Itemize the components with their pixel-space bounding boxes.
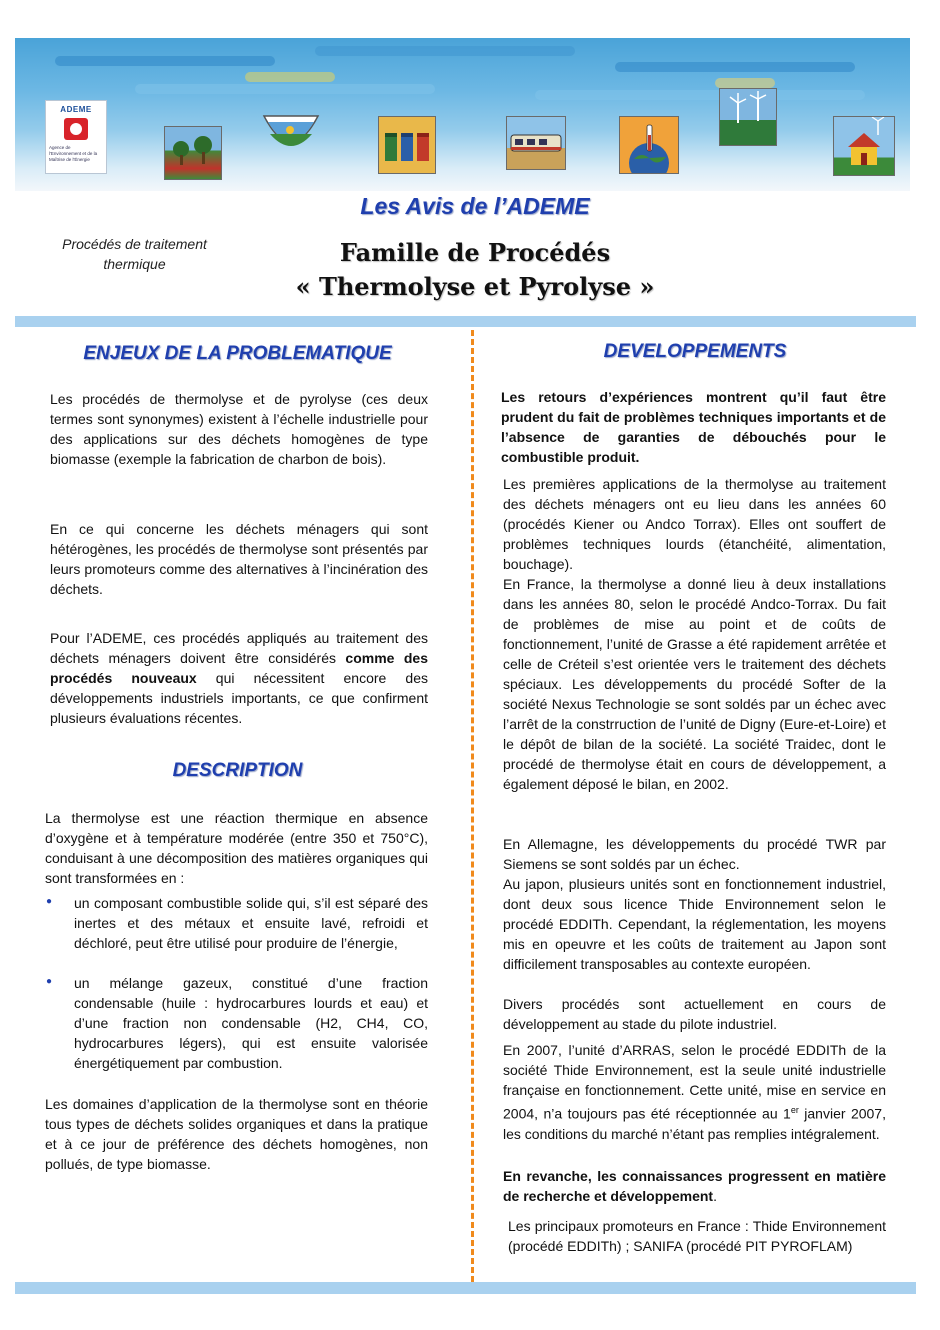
bottom-divider — [15, 1282, 916, 1294]
enjeux-p3-start: Pour l’ADEME, ces procédés appliqués au traitement des déchets ménagers doivent être considérés — [50, 630, 428, 666]
category-line-1: Procédés de traitement — [62, 236, 207, 252]
description-bullet-1: un composant combustible solide qui, s’il est séparé des inertes et des métaux et ensuite lavé, refroidi et déchloré, peut être utilisé pour produire de l’énergie, — [74, 895, 428, 951]
developpements-paragraph-3: En Allemagne, les développements du procédé TWR par Siemens se sont soldés par un échec. — [503, 836, 886, 872]
dev-p7-bold: En revanche, les connaissances progressent en matière de recherche et développement — [503, 1168, 886, 1204]
developpements-paragraph-7 — [503, 1166, 886, 1206]
recycling-bins-illustration-icon — [378, 116, 436, 174]
developpements-paragraph-5: Divers procédés sont actuellement en cours de développement au stade du pilote industriel. — [503, 996, 886, 1032]
title-line-1: Famille de Procédés — [339, 238, 611, 267]
dev-p7-end: . — [713, 1188, 717, 1204]
dev-p6-sup: er — [790, 1105, 799, 1115]
ademe-logo — [45, 100, 107, 174]
train-illustration-icon — [506, 116, 566, 170]
bullet-icon: ● — [46, 896, 53, 907]
top-divider — [15, 316, 916, 327]
logo-word: ADEME — [60, 105, 92, 114]
description-bullet-2: un mélange gazeux, constitué d’une fraction condensable (huile : hydrocarbures lourds et eau) et d’une fraction non condensable (H2, CH4, CO, hydrocarbures légers), qui est ensuite valorisée énergétiquement par combustion. — [74, 975, 428, 1071]
description-paragraph-1: La thermolyse est une réaction thermique en absence d’oxygène et à température modérée (entre 350 et 750°C), conduisant à une décomposition des matières organiques qui sont transformées en : — [45, 810, 428, 886]
document-title — [240, 236, 710, 304]
wind-turbines-illustration-icon — [719, 88, 777, 146]
avis-title: Les Avis de l’ADEME — [360, 193, 590, 219]
description-heading: DESCRIPTION — [172, 760, 303, 781]
column-separator — [471, 330, 474, 1282]
enjeux-p3-bold: comme des procédés nouveaux — [50, 650, 428, 686]
developpements-intro: Les retours d’expériences montrent qu’il faut être prudent du fait de problèmes techniques importants et de l’absence de garanties de débouchés pour le combustible produit. — [501, 389, 886, 465]
enjeux-p3-end: qui nécessitent encore des développements industriels importants, ce que confirment plusieurs évaluations récentes. — [50, 670, 428, 726]
enjeux-paragraph-3 — [50, 628, 428, 728]
developpements-paragraph-6 — [503, 1040, 886, 1144]
enjeux-paragraph-1: Les procédés de thermolyse et de pyrolyse (ces deux termes sont synonymes) existent à l’échelle industrielle pour des applications sur des déchets homogènes de type biomasse (exemple la fabrication de charbon de bois). — [50, 391, 428, 467]
developpements-paragraph-2: En France, la thermolyse a donné lieu à deux installations dans les années 80, selon le procédé Andco-Torrax. Du fait de problèmes de mise au point et de coûts de fonctionnement, l’unité de Grasse a été rapidement arrêtée et celle de Créteil s’est orientée vers le traitement des déchets spéciaux. Les développements du procédé Softer de la société Nexus Technologie se sont soldés par un échec avec l’arrêt de la constrruction de l’unité de Digny (Eure-et-Loire) et le dépôt de bilan de la société. La société Traidec, dont le procédé de thermolyse était en cours de développement, a également déposé le bilan, en 2002. — [503, 576, 886, 792]
dev-p6-end: janvier 2007, les conditions du marché n’étant pas remplies intégralement. — [503, 1105, 886, 1142]
developpements-paragraph-1: Les premières applications de la thermolyse au traitement des déchets ménagers ont eu lieu dans les années 60 (procédés Kiener ou Andco Torrax). Elles ont souffert de problèmes techniques lourds (étanchéité, alimentation, bouchage). — [503, 476, 886, 572]
category-label — [42, 234, 227, 274]
dev-p6-start: En 2007, l’unité d’ARRAS, selon le procédé EDDITh de la société Thide Environnement, est la seule unité industrielle française en fonctionnement. Cette unité, mise en service en 2004, n’a toujours pas été réceptionnée au 1 — [503, 1042, 886, 1122]
enjeux-paragraph-2: En ce qui concerne les déchets ménagers qui sont hétérogènes, les procédés de thermolyse sont présentés par leurs promoteurs comme des alternatives à l’incinération des déchets. — [50, 521, 428, 597]
bullet-icon: ● — [46, 976, 53, 987]
field-trees-illustration-icon — [164, 126, 222, 180]
developpements-paragraph-8: Les principaux promoteurs en France : Thide Environnement (procédé EDDITh) ; SANIFA (procédé PIT PYROFLAM) — [508, 1218, 886, 1254]
description-paragraph-2: Les domaines d’application de la thermolyse sont en théorie tous types de déchets solides organiques et dans la pratique et à ce jour de préférence des déchets homogènes, non pollués, de type biomasse. — [45, 1096, 428, 1172]
logo-subtitle: Agence de l'Environnement et de la Maîtrise de l'Énergie — [49, 145, 98, 162]
header-banner — [15, 38, 910, 191]
category-line-2: thermique — [103, 256, 166, 272]
landscape-bowl-illustration-icon — [260, 108, 322, 164]
house-illustration-icon — [833, 116, 895, 176]
ademe-logo-icon — [64, 118, 88, 140]
enjeux-heading: ENJEUX DE LA PROBLEMATIQUE — [83, 343, 392, 364]
title-line-2: « Thermolyse et Pyrolyse » — [295, 272, 655, 301]
developpements-heading: DEVELOPPEMENTS — [603, 341, 787, 362]
developpements-paragraph-4: Au japon, plusieurs unités sont en fonctionnement industriel, dont deux sous licence Thide Environnement selon le procédé EDDITh. Cependant, la réglementation, les moyens mis en opeuvre et les coûts de traitement au Japon sont difficilement transposables au contexte européen. — [503, 876, 886, 972]
globe-thermometer-illustration-icon — [619, 116, 679, 174]
